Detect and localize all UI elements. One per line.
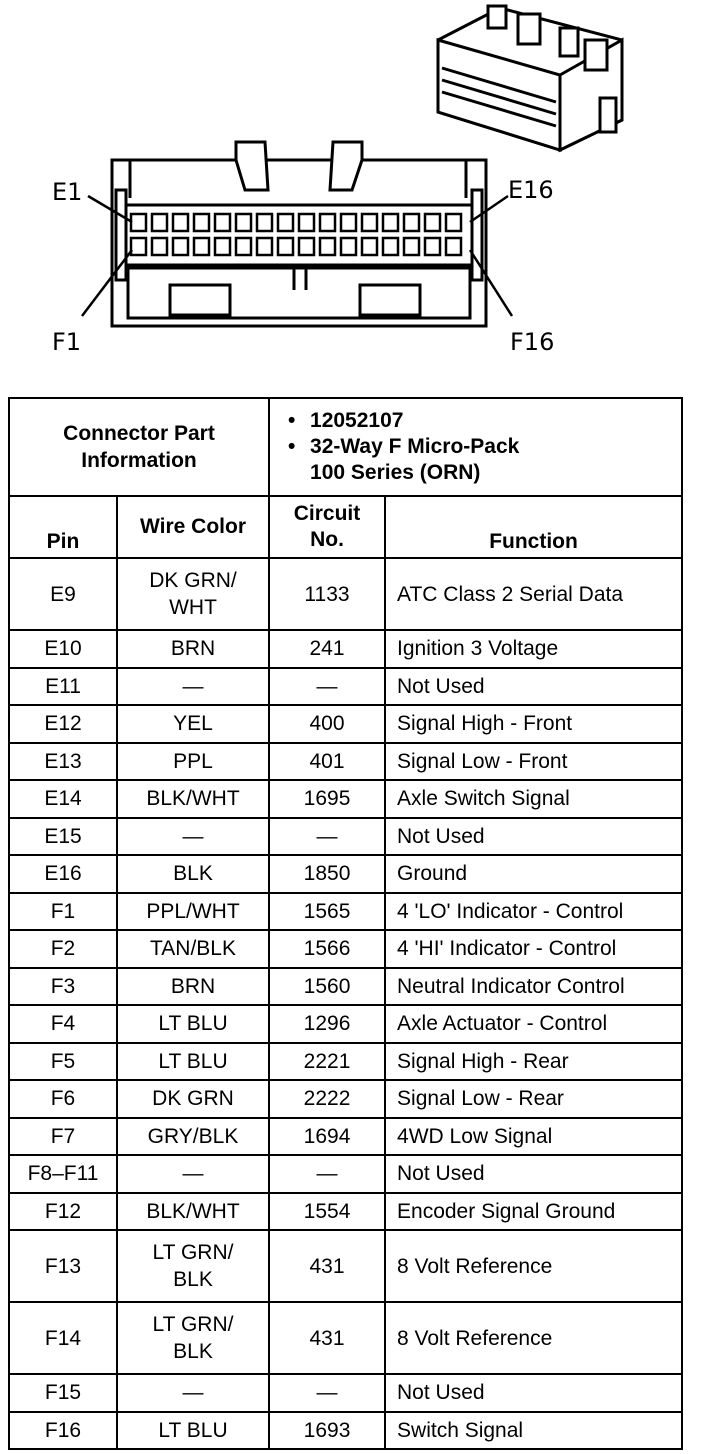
pin-cavity — [173, 238, 188, 255]
connector-pinout-table — [8, 397, 683, 1450]
pin-cell: E10 — [9, 630, 117, 668]
pin-cavity — [404, 214, 419, 231]
function-cell: 8 Volt Reference — [385, 1230, 682, 1302]
function-cell: ATC Class 2 Serial Data — [385, 558, 682, 630]
wire-color-cell: — — [117, 1155, 269, 1193]
pin-cell: E11 — [9, 668, 117, 706]
table-row — [9, 1230, 682, 1302]
wire-color-cell: PPL/WHT — [117, 893, 269, 931]
function-cell: 4 'LO' Indicator - Control — [385, 893, 682, 931]
table-row — [9, 1043, 682, 1081]
pin-cavity — [173, 214, 188, 231]
label-f1: F1 — [52, 328, 82, 356]
pin-cell: F8–F11 — [9, 1155, 117, 1193]
header-pin: Pin — [9, 496, 117, 558]
circuit-cell: 1694 — [269, 1118, 385, 1156]
pin-cavity — [131, 214, 146, 231]
pin-cavity — [341, 214, 356, 231]
pin-cell: E12 — [9, 705, 117, 743]
pin-cavity — [320, 214, 335, 231]
wire-color-cell: LT GRN/ BLK — [117, 1302, 269, 1374]
table-row — [9, 1302, 682, 1374]
function-cell: 4 'HI' Indicator - Control — [385, 930, 682, 968]
circuit-cell: 1566 — [269, 930, 385, 968]
pin-cavity — [446, 238, 461, 255]
wire-color-cell: YEL — [117, 705, 269, 743]
function-cell: Switch Signal — [385, 1412, 682, 1450]
pin-cavity — [320, 238, 335, 255]
table-row — [9, 1412, 682, 1450]
pin-cavity — [152, 238, 167, 255]
table-row — [9, 668, 682, 706]
table-row — [9, 855, 682, 893]
circuit-cell: 2222 — [269, 1080, 385, 1118]
wire-color-cell: PPL — [117, 743, 269, 781]
wire-color-cell: LT BLU — [117, 1043, 269, 1081]
pin-cavity — [278, 214, 293, 231]
function-cell: Not Used — [385, 1155, 682, 1193]
connector-series: 100 Series (ORN) — [310, 461, 481, 484]
function-cell: Signal Low - Front — [385, 743, 682, 781]
label-f16: F16 — [510, 328, 555, 356]
table-row — [9, 780, 682, 818]
part-info-row — [9, 398, 682, 496]
table-row — [9, 818, 682, 856]
pin-cavity — [446, 214, 461, 231]
function-cell: Signal Low - Rear — [385, 1080, 682, 1118]
pin-cavity — [383, 214, 398, 231]
wire-color-cell: BRN — [117, 968, 269, 1006]
function-cell: Signal High - Front — [385, 705, 682, 743]
pin-cell: F13 — [9, 1230, 117, 1302]
pin-cavity — [215, 238, 230, 255]
circuit-cell: 1133 — [269, 558, 385, 630]
table-row — [9, 1193, 682, 1231]
table-row — [9, 705, 682, 743]
circuit-cell: 2221 — [269, 1043, 385, 1081]
function-cell: 8 Volt Reference — [385, 1302, 682, 1374]
circuit-cell: 401 — [269, 743, 385, 781]
function-cell: 4WD Low Signal — [385, 1118, 682, 1156]
circuit-cell: 1554 — [269, 1193, 385, 1231]
pin-cavity — [194, 238, 209, 255]
circuit-cell: — — [269, 1374, 385, 1412]
pin-cavity — [131, 238, 146, 255]
table-row — [9, 630, 682, 668]
function-cell: Ground — [385, 855, 682, 893]
pin-cell: F12 — [9, 1193, 117, 1231]
wire-color-cell: — — [117, 1374, 269, 1412]
pin-cavity — [278, 238, 293, 255]
circuit-cell: — — [269, 1155, 385, 1193]
function-cell: Ignition 3 Voltage — [385, 630, 682, 668]
pin-cell: F1 — [9, 893, 117, 931]
wire-color-cell: BRN — [117, 630, 269, 668]
pin-cavity — [383, 238, 398, 255]
function-cell: Not Used — [385, 1374, 682, 1412]
pin-cell: E16 — [9, 855, 117, 893]
table-row — [9, 1155, 682, 1193]
function-cell: Not Used — [385, 818, 682, 856]
pin-cell: F7 — [9, 1118, 117, 1156]
function-cell: Not Used — [385, 668, 682, 706]
part-info-values — [269, 398, 682, 496]
pin-cavity — [152, 214, 167, 231]
wire-color-cell: DK GRN/ WHT — [117, 558, 269, 630]
pin-cavity — [194, 214, 209, 231]
connector-isometric-icon — [438, 6, 622, 150]
table-row — [9, 1080, 682, 1118]
pin-cell: F16 — [9, 1412, 117, 1450]
table-row — [9, 893, 682, 931]
pin-cavity — [425, 214, 440, 231]
table-row — [9, 1374, 682, 1412]
wire-color-cell: LT BLU — [117, 1005, 269, 1043]
label-e16: E16 — [508, 176, 554, 204]
function-cell: Axle Actuator - Control — [385, 1005, 682, 1043]
circuit-cell: 1695 — [269, 780, 385, 818]
pin-cell: F2 — [9, 930, 117, 968]
label-e1: E1 — [52, 178, 83, 206]
wire-color-cell: TAN/BLK — [117, 930, 269, 968]
pin-cell: E9 — [9, 558, 117, 630]
wire-color-cell: — — [117, 818, 269, 856]
wire-color-cell: BLK/WHT — [117, 780, 269, 818]
circuit-cell: 400 — [269, 705, 385, 743]
part-info-label: Connector Part Information — [9, 398, 269, 496]
pin-cavity — [425, 238, 440, 255]
part-number: • 12052107 — [310, 408, 681, 434]
table-row — [9, 968, 682, 1006]
wire-color-cell: DK GRN — [117, 1080, 269, 1118]
pin-cell: F3 — [9, 968, 117, 1006]
circuit-cell: 1296 — [269, 1005, 385, 1043]
wire-color-cell: — — [117, 668, 269, 706]
wire-color-cell: LT BLU — [117, 1412, 269, 1450]
pin-cell: F14 — [9, 1302, 117, 1374]
function-cell: Axle Switch Signal — [385, 780, 682, 818]
table-row — [9, 1118, 682, 1156]
table-row — [9, 1005, 682, 1043]
pin-cell: E15 — [9, 818, 117, 856]
pin-cavity — [257, 214, 272, 231]
circuit-cell: 431 — [269, 1302, 385, 1374]
pin-cavity — [362, 214, 377, 231]
pin-cavity — [299, 214, 314, 231]
function-cell: Signal High - Rear — [385, 1043, 682, 1081]
pin-cell: F4 — [9, 1005, 117, 1043]
wire-color-cell: BLK/WHT — [117, 1193, 269, 1231]
circuit-cell: 431 — [269, 1230, 385, 1302]
circuit-cell: 1565 — [269, 893, 385, 931]
circuit-cell: 1560 — [269, 968, 385, 1006]
pin-cell: E13 — [9, 743, 117, 781]
header-circuit: Circuit No. — [269, 496, 385, 558]
pin-cell: F5 — [9, 1043, 117, 1081]
pin-cell: E14 — [9, 780, 117, 818]
table-row — [9, 558, 682, 630]
pin-cavity — [215, 214, 230, 231]
table-row — [9, 930, 682, 968]
circuit-cell: 241 — [269, 630, 385, 668]
function-cell: Encoder Signal Ground — [385, 1193, 682, 1231]
circuit-cell: 1850 — [269, 855, 385, 893]
table-row — [9, 743, 682, 781]
pin-cell: F6 — [9, 1080, 117, 1118]
connector-illustration — [0, 0, 704, 390]
header-row — [9, 496, 682, 558]
connector-front-view — [112, 142, 486, 326]
circuit-cell: 1693 — [269, 1412, 385, 1450]
pin-cavity — [236, 238, 251, 255]
pin-cavity — [299, 238, 314, 255]
wire-color-cell: GRY/BLK — [117, 1118, 269, 1156]
pin-cavity — [236, 214, 251, 231]
connector-type: • 32-Way F Micro-Pack — [310, 434, 681, 460]
circuit-cell: — — [269, 668, 385, 706]
pin-cavity — [257, 238, 272, 255]
header-wire-color: Wire Color — [117, 496, 269, 558]
wire-color-cell: BLK — [117, 855, 269, 893]
wire-color-cell: LT GRN/ BLK — [117, 1230, 269, 1302]
pin-cavity — [404, 238, 419, 255]
pin-cell: F15 — [9, 1374, 117, 1412]
pin-cavity — [341, 238, 356, 255]
header-function: Function — [385, 496, 682, 558]
function-cell: Neutral Indicator Control — [385, 968, 682, 1006]
pin-cavity — [362, 238, 377, 255]
circuit-cell: — — [269, 818, 385, 856]
